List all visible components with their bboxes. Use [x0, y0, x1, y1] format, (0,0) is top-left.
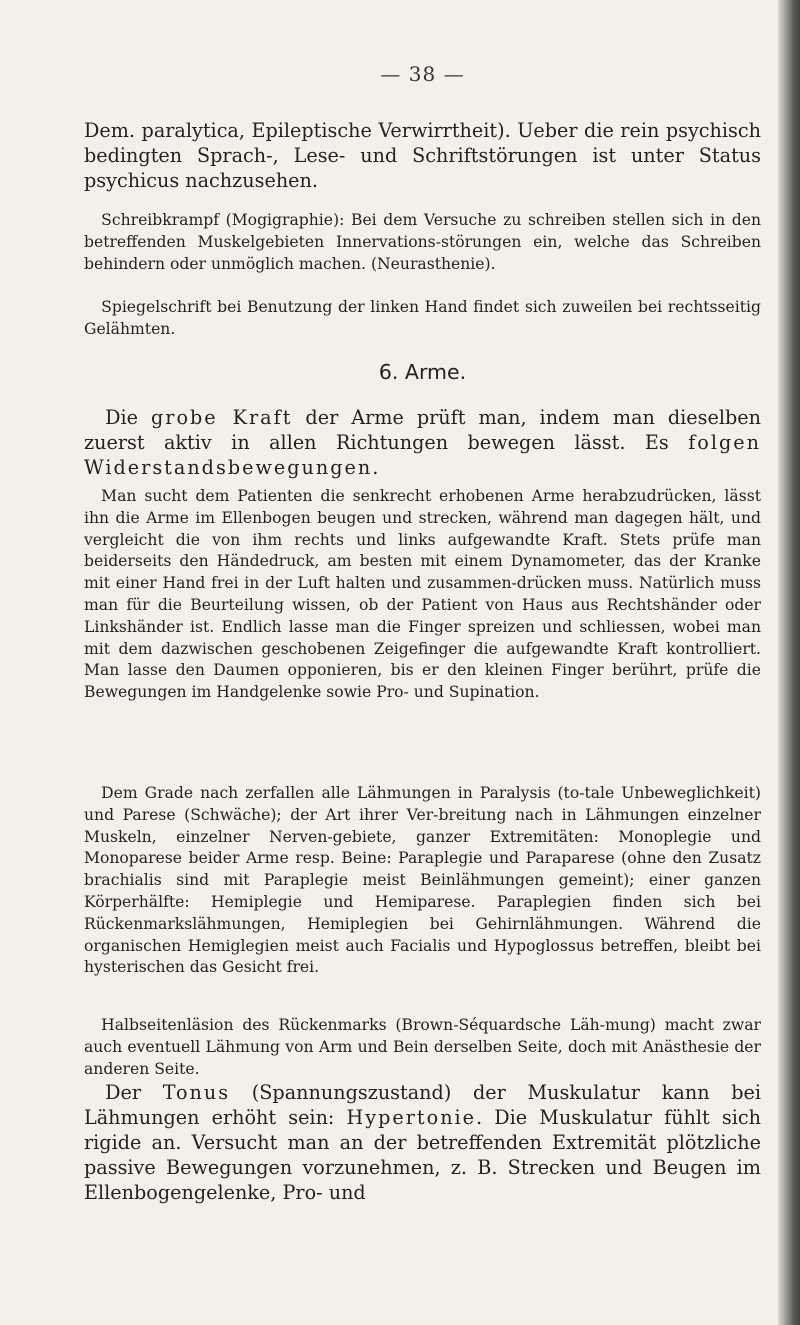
section-heading: 6. Arme. — [378, 360, 467, 384]
patient-paragraph: Man sucht dem Patienten die senkrecht erhobenen Arme herabzudrücken, lässt ihn die Arme im Ellenbogen beugen und strecken, während man dagegen hält, und vergleicht die von ihm rechts und links aufgewandte Kraft. Stets prüfe man beiderseits den Händedruck, am besten mit einem Dynamometer, das der Kranke mit einer Hand frei in der Luft halten und zusammen-drücken muss. Natürlich muss man für die Beurteilung wissen, ob der Patient von Haus aus Rechtshänder oder Linkshänder ist. Endlich lasse man die Finger spreizen und schliessen, wobei man mit dem dazwischen geschobenen Zeigefinger die aufgewandte Kraft kontrolliert. Man lasse den Daumen opponieren, bis er den kleinen Finger berührt, prüfe die Bewegungen im Handgelenke sowie Pro- und Supination. — [84, 487, 761, 702]
tonus-paragraph — [84, 1080, 761, 1205]
grobe-kraft-term2: folgen Widerstandsbewegungen — [84, 431, 761, 479]
page-edge-shadow — [778, 0, 800, 1325]
grobe-kraft-middle: der Arme prüft man, indem man dieselben zuerst aktiv in allen Richtungen bewegen lässt. Es — [84, 406, 761, 454]
spiegelschrift-paragraph: Spiegelschrift bei Benutzung der linken Hand findet sich zuweilen bei rechtsseitig Gelähmten. — [84, 298, 761, 338]
grobe-kraft-after: . — [372, 456, 379, 479]
grobe-kraft-paragraph — [84, 405, 761, 480]
tonus-after: . Die Muskulatur fühlt sich rigide an. Versucht man an der betreffenden Extremität plötzliche passive Bewegungen vorzunehmen, z. B. Strecken und Beugen im Ellenbogengelenke, Pro- und — [84, 1106, 761, 1204]
grobe-kraft-before: Die — [105, 406, 151, 429]
tonus-before: Der — [105, 1081, 163, 1104]
laehmungen-paragraph: Dem Grade nach zerfallen alle Lähmungen in Paralysis (to-tale Unbeweglichkeit) und Parese (Schwäche); der Art ihrer Ver-breitung nach in Lähmungen einzelner Muskeln, einzelner Nerven-gebiete, ganzer Extremitäten: Monoplegie und Monoparese beider Arme resp. Beine: Paraplegie und Paraparese (ohne den Zusatz brachialis sind mit Paraplegie meist Beinlähmungen gemeint); einer ganzen Körperhälfte: Hemiplegie und Hemiparese. Paraplegien finden sich bei Rückenmarkslähmungen, Hemiplegien bei Gehirnlähmungen. Während die organischen Hemiglegien meist auch Facialis und Hypoglossus betreffen, bleibt bei hysterischen das Gesicht frei. — [84, 784, 761, 977]
grobe-kraft-term: grobe Kraft — [151, 406, 293, 429]
tonus-middle: (Spannungszustand) der Muskulatur kann bei Lähmungen erhöht sein: — [84, 1081, 762, 1129]
schreibkrampf-paragraph: Schreibkrampf (Mogigraphie): Bei dem Versuche zu schreiben stellen sich in den betreffenden Muskelgebieten Innervations-störungen ein, welche das Schreiben behindern oder unmöglich machen. (Neurasthenie). — [84, 211, 761, 273]
halbseiten-paragraph: Halbseitenläsion des Rückenmarks (Brown-Séquardsche Läh-mung) macht zwar auch eventuell Lähmung von Arm und Bein derselben Seite, doch mit Anästhesie der anderen Seite. — [84, 1016, 761, 1078]
intro-paragraph: Dem. paralytica, Epileptische Verwirrtheit). Ueber die rein psychisch bedingten Sprach-, Lese- und Schriftstörungen ist unter Status psychicus nachzusehen. — [84, 119, 761, 192]
tonus-term: Tonus — [162, 1081, 231, 1104]
page-number: — 38 — — [380, 62, 465, 86]
tonus-term2: Hypertonie — [346, 1106, 477, 1129]
